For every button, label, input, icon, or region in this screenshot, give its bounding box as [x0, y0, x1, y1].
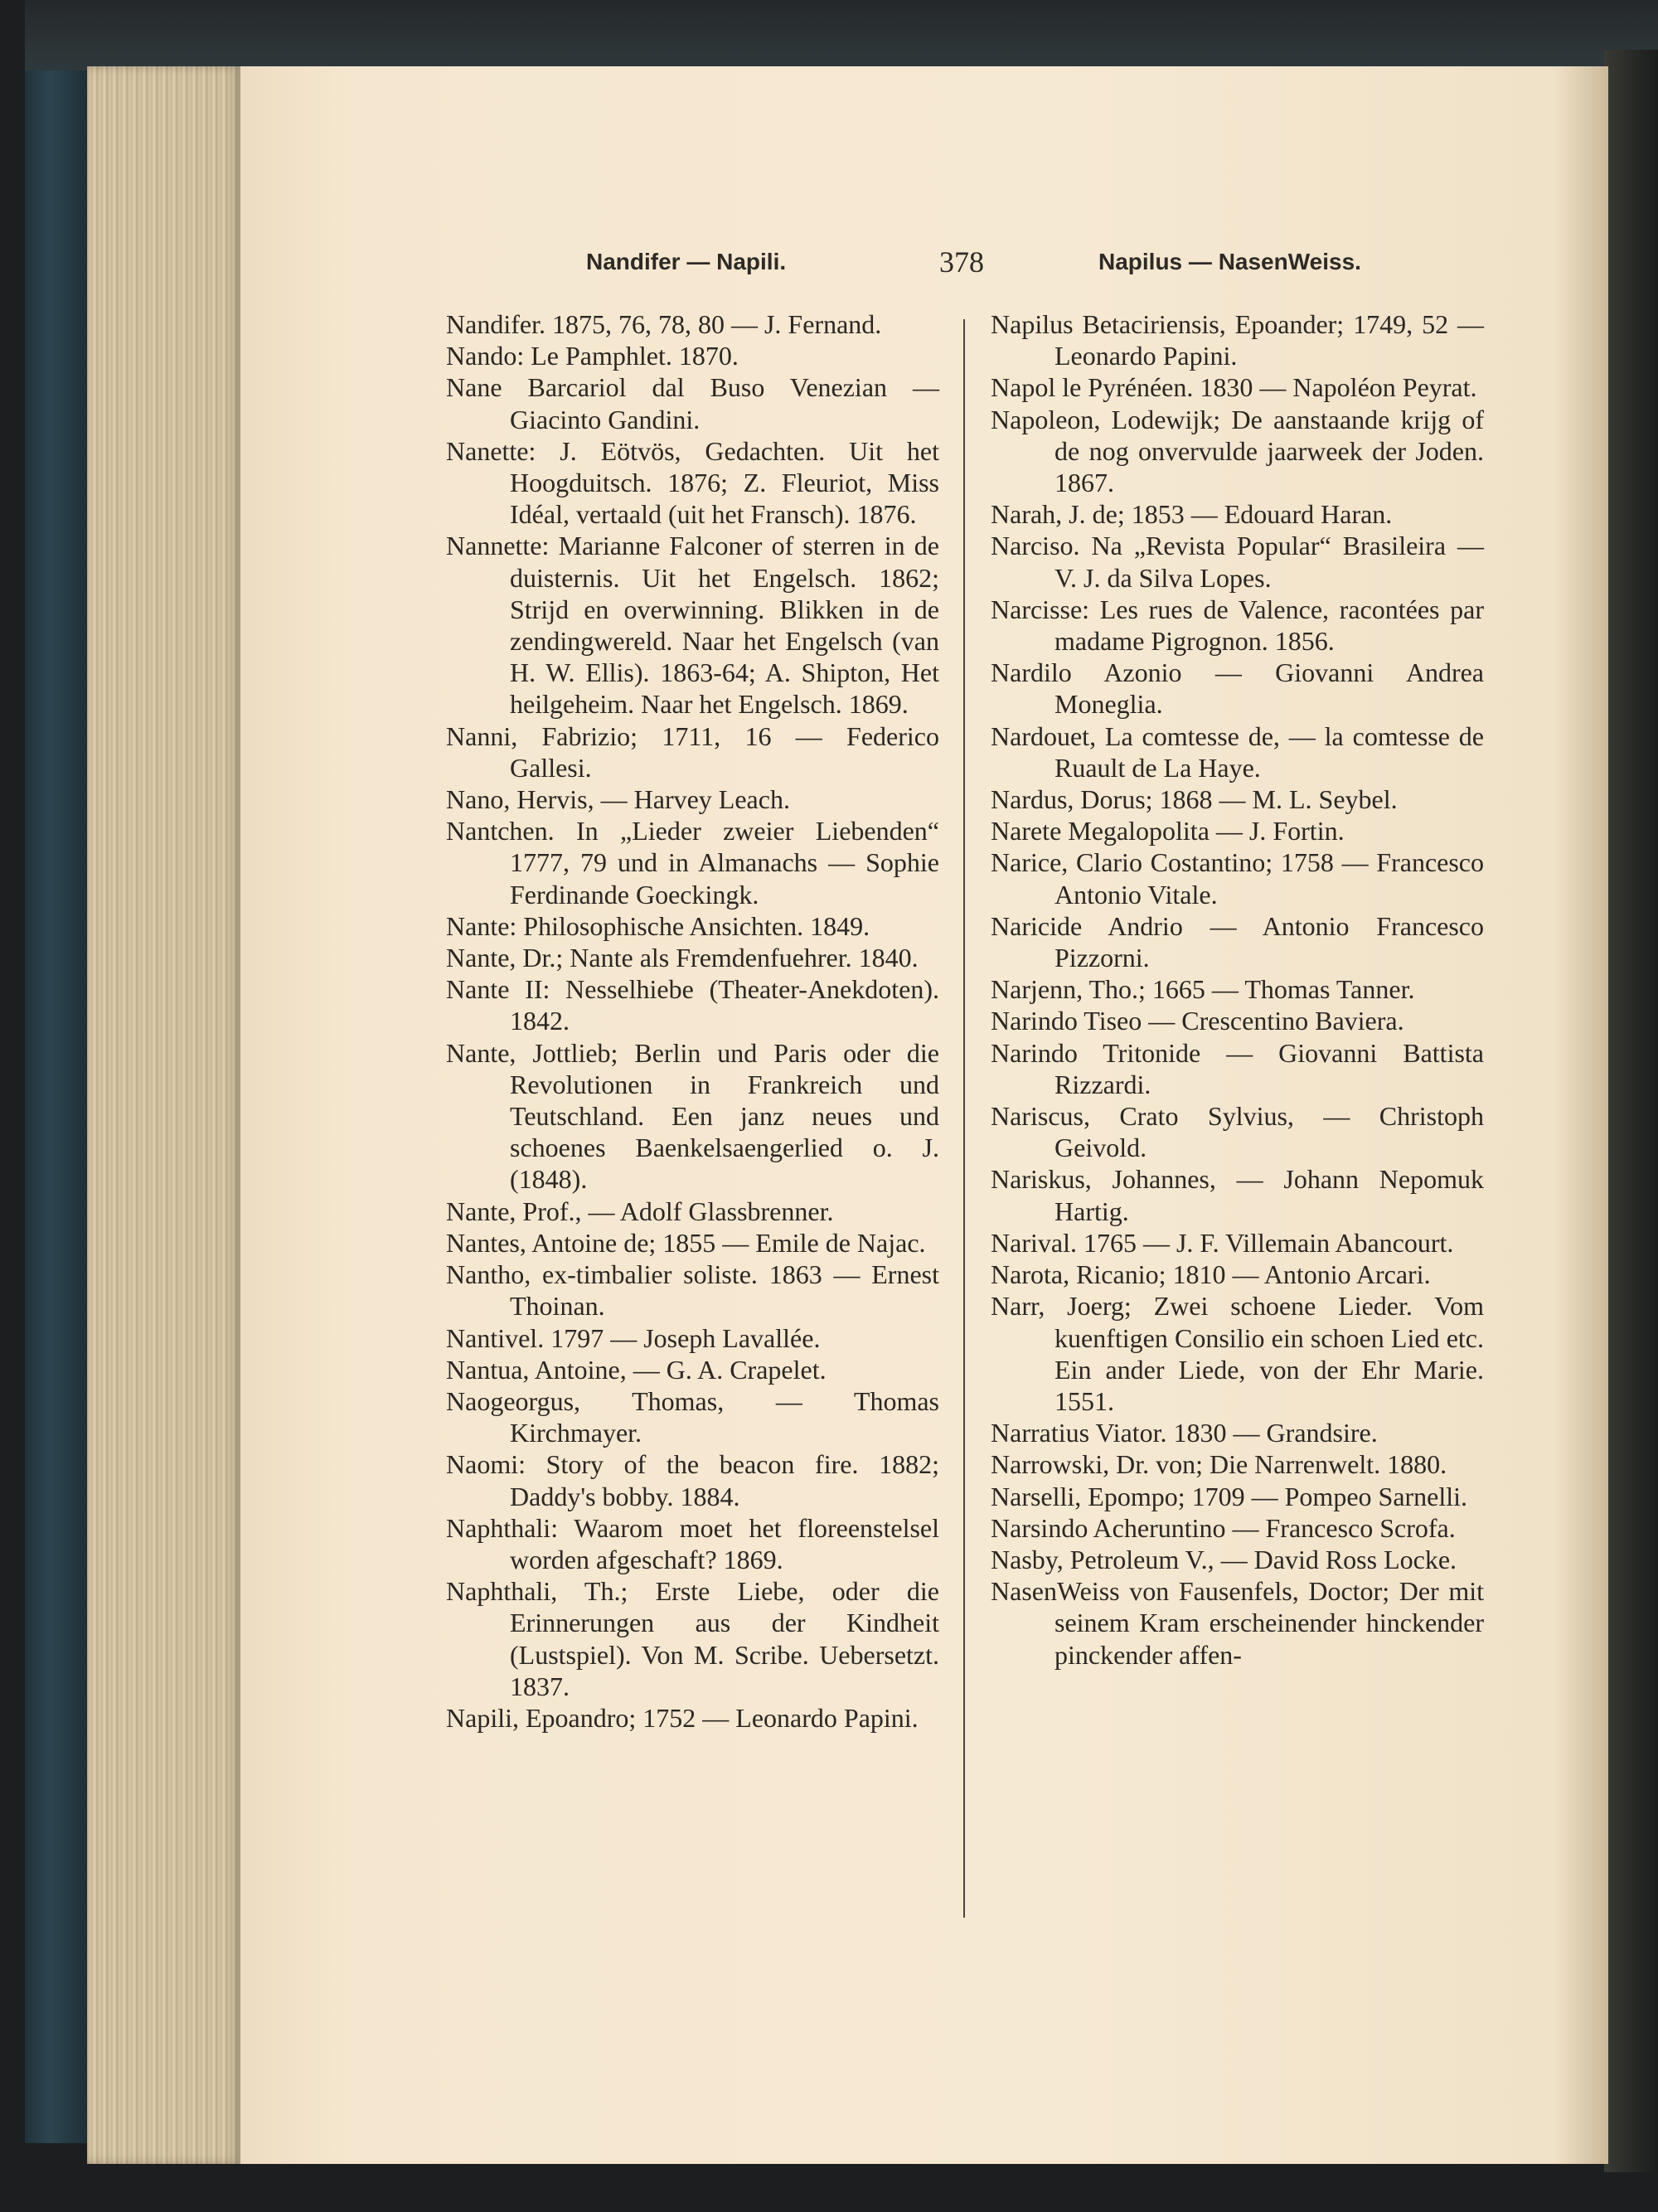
entry: Nanni, Fabrizio; 1711, 16 — Federico Gallesi. — [446, 720, 939, 783]
entry: Nariscus, Crato Sylvius, — Christoph Geivold. — [991, 1101, 1484, 1163]
entry: Narciso. Na „Revista Popular“ Brasileira — V. J. da Silva Lopes. — [991, 531, 1484, 593]
book-cover-right — [1604, 50, 1658, 2172]
entry: Nantchen. In „Lieder zweier Liebenden“ 1777, 79 und in Almanachs — Sophie Ferdinande Goeckingk. — [446, 816, 939, 910]
entry: Narice, Clario Costantino; 1758 — Francesco Antonio Vitale. — [991, 847, 1484, 910]
entry: Nante II: Nesselhiebe (Theater-Anekdoten). 1842. — [446, 974, 939, 1036]
left-column — [446, 308, 939, 1734]
entry: Naricide Andrio — Antonio Francesco Pizzorni. — [991, 910, 1484, 973]
page-number: 378 — [939, 245, 984, 279]
running-head-right: Napilus — NasenWeiss. — [1098, 249, 1361, 274]
entry: Nandifer. 1875, 76, 78, 80 — J. Fernand. — [446, 309, 882, 339]
entry: Napilus Betaciriensis, Epoander; 1749, 52 — Leonardo Papini. — [991, 309, 1484, 371]
entry: Narsindo Acheruntino — Francesco Scrofa. — [991, 1512, 1456, 1543]
entry: Narrowski, Dr. von; Die Narrenwelt. 1880. — [991, 1449, 1447, 1480]
entry: Nantivel. 1797 — Joseph Lavallée. — [446, 1322, 821, 1353]
entry: Naomi: Story of the beacon fire. 1882; Daddy's bobby. 1884. — [446, 1449, 939, 1511]
right-column — [991, 308, 1484, 1671]
entry: Nante, Prof., — Adolf Glassbrenner. — [446, 1196, 834, 1226]
entry: Nariskus, Johannes, — Johann Nepomuk Hartig. — [991, 1164, 1484, 1226]
entry: Nardus, Dorus; 1868 — M. L. Seybel. — [991, 784, 1398, 815]
entry: Nardouet, La comtesse de, — la comtesse de Ruault de La Haye. — [991, 720, 1484, 783]
entry: Narindo Tritonide — Giovanni Battista Rizzardi. — [991, 1037, 1484, 1099]
entry: NasenWeiss von Fausenfels, Doctor; Der mit seinem Kram erscheinender hinckender pinckender affen- — [991, 1576, 1484, 1670]
entry: Narcisse: Les rues de Valence, racontées par madame Pigrognon. 1856. — [991, 594, 1484, 657]
entry: Naogeorgus, Thomas, — Thomas Kirchmayer. — [446, 1385, 939, 1448]
entry: Narr, Joerg; Zwei schoene Lieder. Vom kuenftigen Consilio ein schoen Lied etc. Ein ander Liede, von der Ehr Marie. 1551. — [991, 1291, 1484, 1416]
entry: Nante, Dr.; Nante als Fremdenfuehrer. 1840. — [446, 943, 919, 973]
entry: Nante, Jottlieb; Berlin und Paris oder die Revolutionen in Frankreich und Teutschland. Een janz neues und schoenes Baenkelsaengerlied o. J. (1848). — [446, 1037, 939, 1195]
entry: Nante: Philosophische Ansichten. 1849. — [446, 910, 870, 941]
column-divider — [963, 319, 965, 1918]
entry: Napili, Epoandro; 1752 — Leonardo Papini. — [446, 1702, 919, 1733]
entry: Narete Megalopolita — J. Fortin. — [991, 816, 1345, 846]
entry: Narratius Viator. 1830 — Grandsire. — [991, 1418, 1378, 1448]
entry: Narota, Ricanio; 1810 — Antonio Arcari. — [991, 1259, 1431, 1290]
entry: Nannette: Marianne Falconer of sterren in de duisternis. Uit het Engelsch. 1862; Strijd en overwinning. Blikken in de zendingwereld. Naar het Engelsch (van H. W. Ellis). 1863-64; A. Shipton, Het heilgeheim. Naar het Engelsch. 1869. — [446, 531, 939, 720]
entry: Nano, Hervis, — Harvey Leach. — [446, 784, 790, 815]
entry: Naphthali: Waarom moet het floreenstelsel worden afgeschaft? 1869. — [446, 1512, 939, 1574]
entry: Nanette: J. Eötvös, Gedachten. Uit het Hoogduitsch. 1876; Z. Fleuriot, Miss Idéal, vertaald (uit het Fransch). 1876. — [446, 435, 939, 530]
entry: Nane Barcariol dal Buso Venezian — Giacinto Gandini. — [446, 372, 939, 434]
entry: Naphthali, Th.; Erste Liebe, oder die Erinnerungen aus der Kindheit (Lustspiel). Von M. Scribe. Uebersetzt. 1837. — [446, 1576, 939, 1701]
entry: Nantho, ex-timbalier soliste. 1863 — Ernest Thoinan. — [446, 1259, 939, 1322]
entry: Nasby, Petroleum V., — David Ross Locke. — [991, 1544, 1457, 1574]
book-spine-cover — [25, 70, 87, 2143]
entry: Narselli, Epompo; 1709 — Pompeo Sarnelli. — [991, 1481, 1468, 1511]
entry: Narjenn, Tho.; 1665 — Thomas Tanner. — [991, 974, 1415, 1005]
entry: Narival. 1765 — J. F. Villemain Abancourt. — [991, 1227, 1454, 1258]
entry: Nantes, Antoine de; 1855 — Emile de Najac. — [446, 1227, 926, 1258]
entry: Nantua, Antoine, — G. A. Crapelet. — [446, 1354, 827, 1385]
entry: Napol le Pyrénéen. 1830 — Napoléon Peyrat. — [991, 372, 1477, 403]
entry: Nando: Le Pamphlet. 1870. — [446, 341, 739, 371]
entry: Narindo Tiseo — Crescentino Baviera. — [991, 1006, 1404, 1036]
entry: Napoleon, Lodewijk; De aanstaande krijg of de nog onvervulde jaarweek der Joden. 1867. — [991, 404, 1484, 498]
page-edges — [87, 66, 240, 2164]
book-cover-top — [25, 0, 1658, 75]
entry: Narah, J. de; 1853 — Edouard Haran. — [991, 499, 1393, 530]
running-head-left: Nandifer — Napili. — [586, 249, 787, 274]
entry: Nardilo Azonio — Giovanni Andrea Moneglia. — [991, 657, 1484, 720]
